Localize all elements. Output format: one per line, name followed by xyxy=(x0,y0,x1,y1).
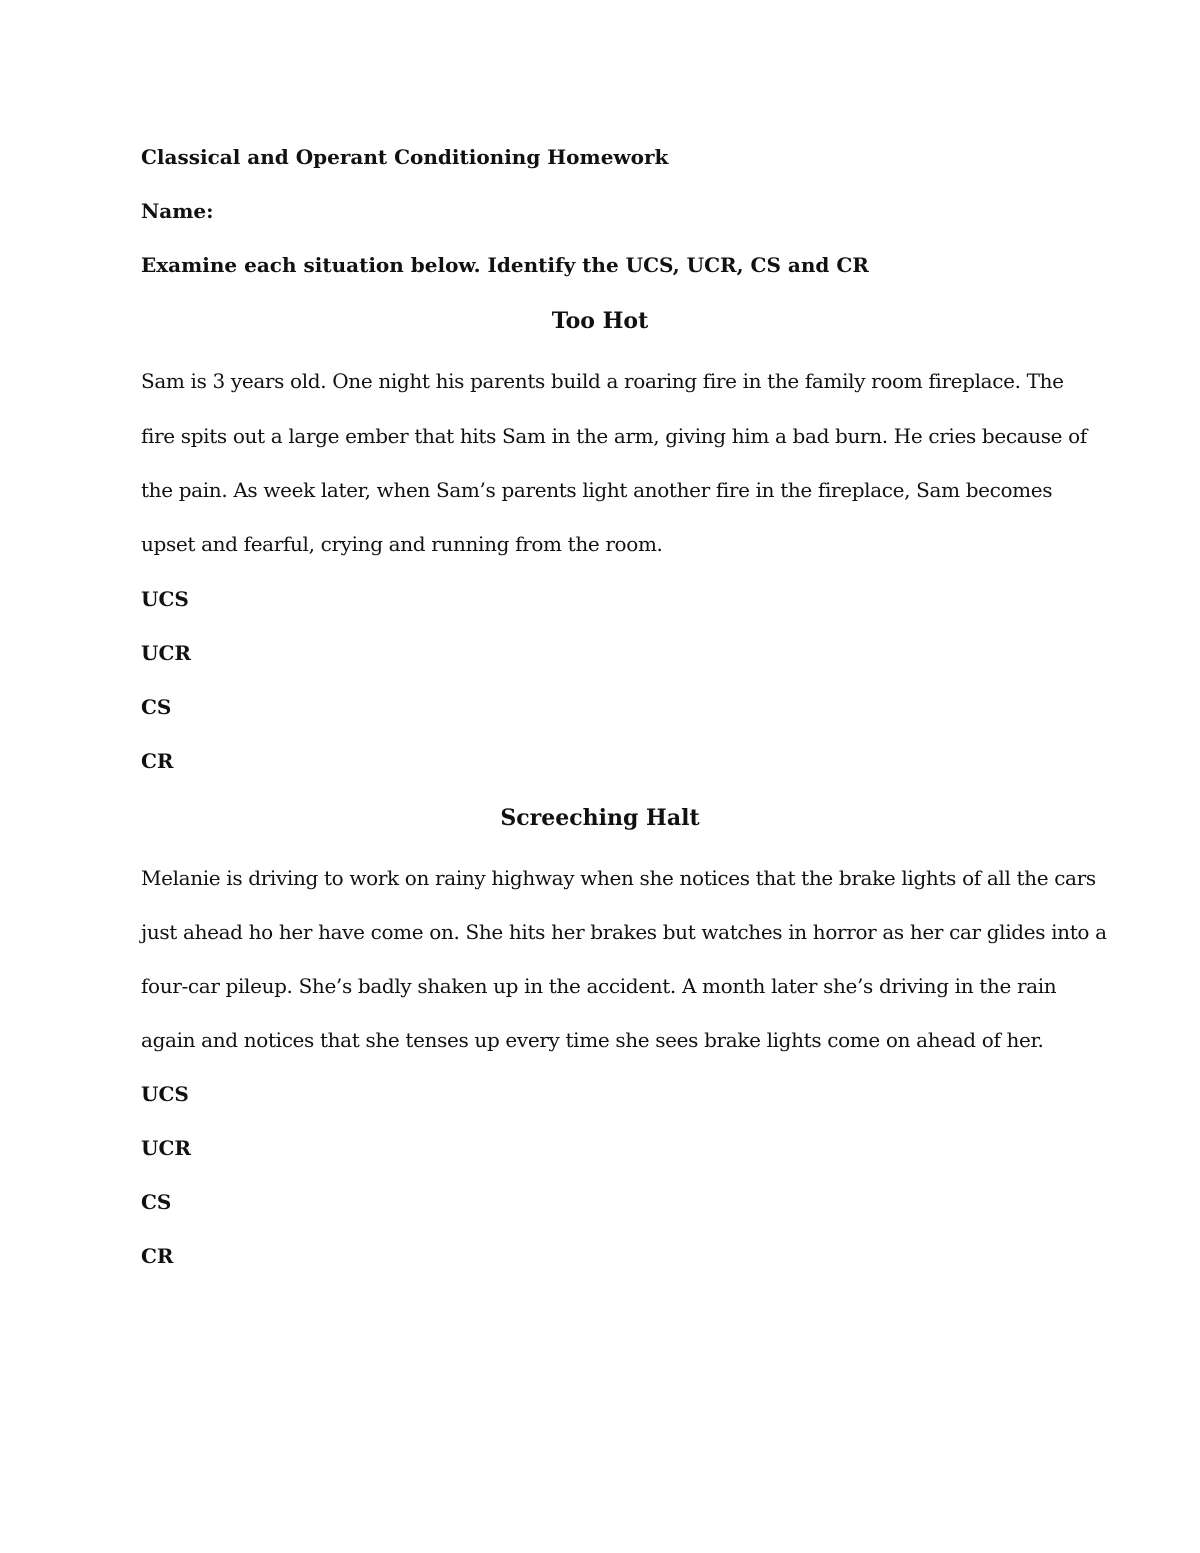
answer-label-ucs: UCS xyxy=(141,587,189,611)
paragraph-line: upset and fearful, crying and running from the room. xyxy=(141,532,663,556)
paragraph-line: fire spits out a large ember that hits Sam in the arm, giving him a bad burn. He cries because of xyxy=(141,424,1087,448)
instructions: Examine each situation below. Identify the UCS, UCR, CS and CR xyxy=(141,253,869,277)
paragraph-line: the pain. As week later, when Sam’s parents light another fire in the fireplace, Sam becomes xyxy=(141,478,1053,502)
answer-label-cr: CR xyxy=(141,749,174,773)
answer-label-ucr: UCR xyxy=(141,641,191,665)
paragraph-line: Melanie is driving to work on rainy highway when she notices that the brake lights of all the cars xyxy=(141,866,1096,890)
paragraph-line: Sam is 3 years old. One night his parents build a roaring fire in the family room fireplace. The xyxy=(141,369,1064,393)
name-label: Name: xyxy=(141,199,214,223)
section-heading-screeching-halt: Screeching Halt xyxy=(500,805,700,831)
answer-label-cr: CR xyxy=(141,1244,174,1268)
section-heading-too-hot: Too Hot xyxy=(551,308,649,334)
answer-label-ucr: UCR xyxy=(141,1136,191,1160)
paragraph-line: just ahead ho her have come on. She hits her brakes but watches in horror as her car glides into a xyxy=(141,920,1107,944)
answer-label-cs: CS xyxy=(141,1190,172,1214)
answer-label-ucs: UCS xyxy=(141,1082,189,1106)
paragraph-line: four-car pileup. She’s badly shaken up in the accident. A month later she’s driving in the rain xyxy=(141,974,1057,998)
answer-label-cs: CS xyxy=(141,695,172,719)
paragraph-line: again and notices that she tenses up every time she sees brake lights come on ahead of her. xyxy=(141,1028,1044,1052)
document-title: Classical and Operant Conditioning Homework xyxy=(141,145,669,169)
